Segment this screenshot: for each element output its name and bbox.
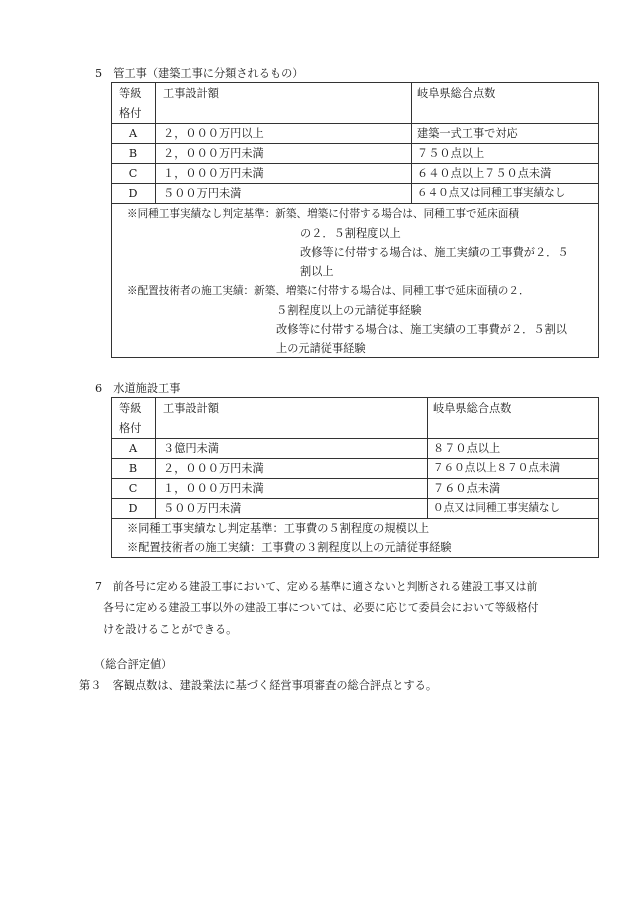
header-grade: 等級: [119, 87, 142, 100]
note-engineer-record-cont: 上の元請従事経験: [276, 342, 366, 355]
amount-cell: ２，０００万円未満: [163, 147, 264, 160]
note-engineer-record-cont: 改修等に付帯する場合は、施工実績の工事費が２．５割以: [276, 323, 567, 336]
section5-title: 5 管工事（建築工事に分類されるもの）: [95, 67, 304, 80]
grade-cell: A: [128, 127, 138, 140]
grade-cell: A: [128, 442, 138, 455]
note-engineer-record-cont: ５割程度以上の元請従事経験: [276, 304, 422, 317]
article-3: 第３ 客観点数は、建設業法に基づく経営事項審査の総合評点とする。: [79, 679, 438, 692]
amount-cell: ２，０００万円未満: [163, 462, 264, 475]
note-no-record: ※同種工事実績なし判定基準：工事費の５割程度の規模以上: [127, 522, 430, 535]
header-design-amount: 工事設計額: [163, 87, 219, 100]
grade-cell: D: [128, 187, 138, 200]
header-design-amount: 工事設計額: [163, 402, 219, 415]
grade-cell: B: [128, 147, 138, 160]
amount-cell: ３億円未満: [163, 442, 219, 455]
note-no-record-cont: 改修等に付帯する場合は、施工実績の工事費が２．５: [300, 246, 569, 259]
heading-total-evaluation: （総合評定値）: [94, 658, 173, 671]
note-no-record-cont: の２．５割程度以上: [300, 227, 401, 240]
score-cell: 建築一式工事で対応: [417, 127, 518, 140]
grade-cell: C: [128, 167, 138, 180]
score-cell: ７６０点以上８７０点未満: [433, 462, 561, 474]
section7-line3: けを設けることができる。: [103, 623, 238, 636]
grade-cell: C: [128, 482, 138, 495]
note-no-record-cont: 割以上: [300, 265, 334, 278]
header-grade-2: 格付: [119, 107, 142, 120]
score-cell: ７６０点未満: [433, 482, 501, 495]
header-grade: 等級: [119, 402, 142, 415]
amount-cell: ５００万円未満: [163, 502, 242, 515]
note-engineer-record: ※配置技術者の施工実績：工事費の３割程度以上の元請従事経験: [127, 541, 452, 554]
score-cell: ６４０点以上７５０点未満: [417, 167, 552, 180]
header-grade-2: 格付: [119, 422, 142, 435]
grade-cell: D: [128, 502, 138, 515]
score-cell: ７５０点以上: [417, 147, 485, 160]
score-cell: ８７０点以上: [433, 442, 501, 455]
note-engineer-record: ※配置技術者の施工実績：新築、増築に付帯する場合は、同種工事で延床面積の２．: [127, 285, 530, 297]
amount-cell: １，０００万円未満: [163, 482, 264, 495]
note-no-record: ※同種工事実績なし判定基準：新築、増築に付帯する場合は、同種工事で延床面積: [127, 208, 519, 220]
section7-line2: 各号に定める建設工事以外の建設工事については、必要に応じて委員会において等級格付: [103, 601, 539, 614]
amount-cell: ５００万円未満: [163, 187, 242, 200]
amount-cell: ２，０００万円以上: [163, 127, 264, 140]
grade-cell: B: [128, 462, 138, 475]
score-cell: ０点又は同種工事実績なし: [433, 502, 561, 514]
amount-cell: １，０００万円未満: [163, 167, 264, 180]
score-cell: ６４０点又は同種工事実績なし: [417, 187, 566, 199]
header-score: 岐阜県総合点数: [417, 87, 496, 100]
section6-title: 6 水道施設工事: [95, 382, 181, 395]
header-score: 岐阜県総合点数: [433, 402, 512, 415]
section7-line1: 7 前各号に定める建設工事において、定める基準に適さないと判断される建設工事又は前: [95, 580, 538, 593]
